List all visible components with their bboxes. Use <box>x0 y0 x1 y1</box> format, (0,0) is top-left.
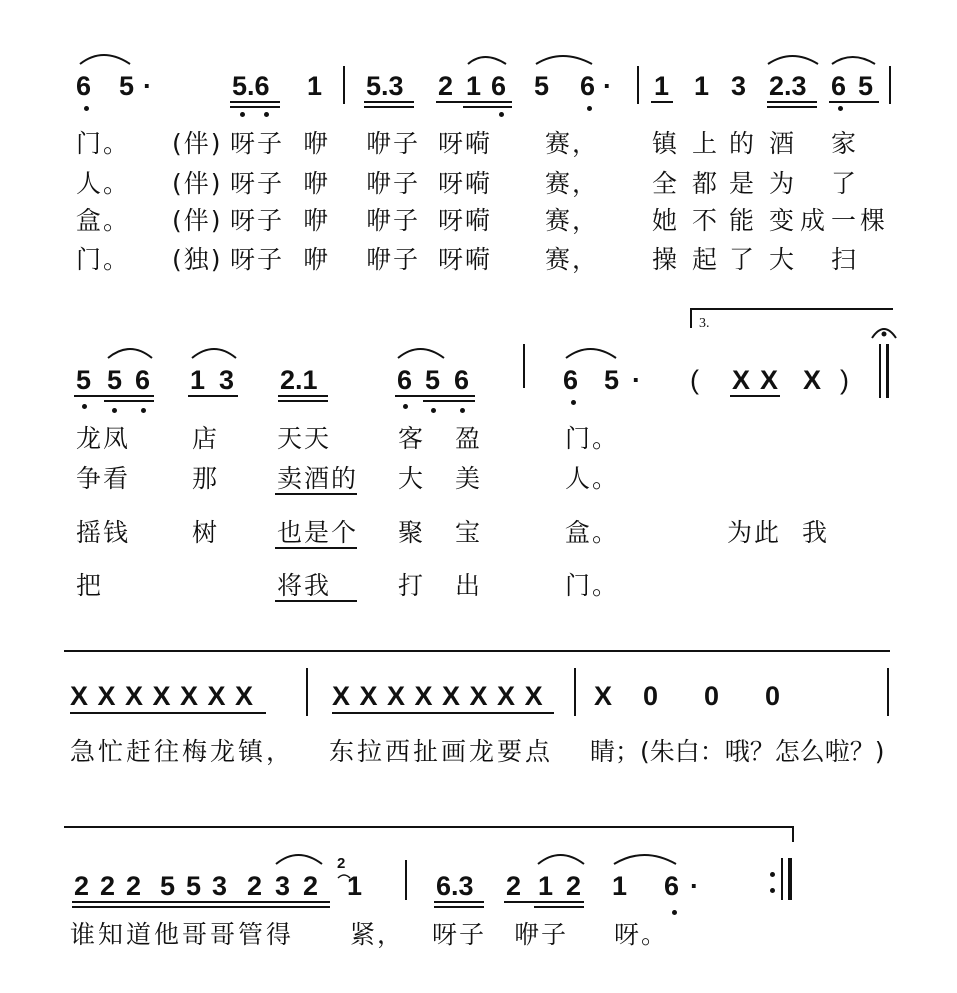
lyric: 东拉西扯画龙要点 <box>329 737 554 766</box>
note: 2 <box>506 871 522 901</box>
lyric: 门。 <box>565 424 620 453</box>
lyric: 变 <box>769 206 797 235</box>
lyric: 家 <box>831 129 859 158</box>
note: 1 <box>612 871 628 901</box>
note-dot: · <box>603 71 612 101</box>
note: 5 <box>76 365 92 395</box>
lyric: 赛， <box>545 129 600 158</box>
lyric: 一 <box>831 206 859 235</box>
lyric: 树 <box>192 518 220 547</box>
note: 5 <box>119 71 135 101</box>
note: 5 <box>107 365 123 395</box>
lyric: 盒。 <box>76 206 131 235</box>
lyric: 成 <box>800 206 828 235</box>
rhythm-group: X X X X X X X X <box>332 681 544 711</box>
note: 5 <box>604 365 620 395</box>
lyric: 呀子 <box>230 129 285 158</box>
rest: 0 <box>765 681 781 711</box>
lyric: 盈 <box>455 424 483 453</box>
note: 1 <box>654 71 670 101</box>
lyric: 门。 <box>76 129 131 158</box>
note: 6 <box>580 71 596 101</box>
note: 1 <box>190 365 206 395</box>
lyric: 大 <box>769 245 797 274</box>
note: 5 <box>858 71 874 101</box>
note: 2 <box>438 71 454 101</box>
lyric: 打 <box>398 571 426 600</box>
lyric: 人。 <box>76 169 131 198</box>
lyric: 店 <box>192 424 220 453</box>
note: 2 <box>126 871 142 901</box>
lyric: 咿子 <box>366 206 421 235</box>
note: 6 <box>831 71 847 101</box>
lyric: 酒 <box>769 129 797 158</box>
lyric: 咿 <box>303 169 331 198</box>
rhythm-x: X <box>594 681 613 711</box>
lyric: 大 <box>398 464 426 493</box>
lyric: 扫 <box>831 245 859 274</box>
note: 2.1 <box>280 365 318 395</box>
lyric: (伴) <box>172 129 223 158</box>
rhythm-x: X <box>760 365 779 395</box>
lyric: 美 <box>455 464 483 493</box>
note: 6 <box>563 365 579 395</box>
lyric: 谁知道他哥哥管得 <box>70 920 295 949</box>
rhythm-group: X X X X X X X <box>70 681 255 711</box>
note: 5 <box>534 71 550 101</box>
rhythm-x: X <box>732 365 751 395</box>
lyric: 龙凤 <box>76 424 131 453</box>
lyric: 棵 <box>860 206 888 235</box>
lyric: 咿子 <box>366 129 421 158</box>
rest: 0 <box>643 681 659 711</box>
grace-note: 2 <box>337 855 346 872</box>
lyric: 上 <box>692 129 720 158</box>
lyric: 客 <box>398 424 426 453</box>
lyric: 操 <box>652 245 680 274</box>
note: 2 <box>566 871 582 901</box>
lyric: 镇 <box>652 129 680 158</box>
note: 5 <box>160 871 176 901</box>
lyric: 她 <box>652 206 680 235</box>
note: 3 <box>219 365 235 395</box>
note: 5 <box>425 365 441 395</box>
lyric: 人。 <box>565 464 620 493</box>
note-dot: · <box>690 871 699 901</box>
lyric: 把 <box>76 571 104 600</box>
lyric: 不 <box>692 206 720 235</box>
lyric: 那 <box>192 464 220 493</box>
lyric: 急忙赶往梅龙镇， <box>70 737 295 766</box>
lyric: 聚 <box>398 518 426 547</box>
lyric: 咿子 <box>366 245 421 274</box>
lyric: 出 <box>455 571 483 600</box>
lyric: (伴) <box>172 169 223 198</box>
note: 6 <box>397 365 413 395</box>
lyric: 了 <box>831 169 859 198</box>
lyric: 卖酒的 <box>277 464 359 493</box>
lyric: 呀嗬 <box>438 169 493 198</box>
note: 1 <box>538 871 554 901</box>
lyric: 咿子 <box>366 169 421 198</box>
note: 2.3 <box>769 71 807 101</box>
lyric: 争看 <box>76 464 131 493</box>
note: 1 <box>347 871 363 901</box>
note: 6.3 <box>436 871 474 901</box>
rest: 0 <box>704 681 720 711</box>
note-dot: · <box>143 71 152 101</box>
lyric: 也是个 <box>277 518 359 547</box>
note: 3 <box>212 871 228 901</box>
lyric: 能 <box>729 206 757 235</box>
lyric: 都 <box>692 169 720 198</box>
note: 5.3 <box>366 71 404 101</box>
note: 1 <box>694 71 710 101</box>
lyric: 赛， <box>545 245 600 274</box>
rhythm-x: X <box>803 365 822 395</box>
lyric: 咿 <box>303 206 331 235</box>
lyric: 呀嗬 <box>438 206 493 235</box>
note: 2 <box>247 871 263 901</box>
note: 2 <box>303 871 319 901</box>
note: 5.6 <box>232 71 270 101</box>
lyric: 宝 <box>455 518 483 547</box>
lyric: 门。 <box>565 571 620 600</box>
lyric: 呀嗬 <box>438 129 493 158</box>
note: 5 <box>186 871 202 901</box>
lyric: 是 <box>729 169 757 198</box>
paren-open: ( <box>690 365 699 395</box>
lyric: 门。 <box>76 245 131 274</box>
lyric: 赛， <box>545 206 600 235</box>
lyric: 为 <box>769 169 797 198</box>
note: 6 <box>491 71 507 101</box>
lyric: 为此 <box>727 518 782 547</box>
lyric: 摇钱 <box>76 518 131 547</box>
lyric: 我 <box>802 518 830 547</box>
lyric: 盒。 <box>565 518 620 547</box>
lyric: 的 <box>729 129 757 158</box>
lyric: 呀子 <box>432 920 487 949</box>
lyric: 呀子 <box>230 245 285 274</box>
lyric: (独) <box>172 245 223 274</box>
lyric: 起 <box>692 245 720 274</box>
note: 3 <box>275 871 291 901</box>
note: 1 <box>307 71 323 101</box>
lyric: 睛；(朱白：哦？怎么啦？) <box>590 737 885 766</box>
note: 2 <box>100 871 116 901</box>
lyric: 赛， <box>545 169 600 198</box>
note: 2 <box>74 871 90 901</box>
note: 1 <box>466 71 482 101</box>
paren-close: ) <box>840 365 849 395</box>
note: 3 <box>731 71 747 101</box>
lyric: 咿子 <box>514 920 569 949</box>
lyric: 呀嗬 <box>438 245 493 274</box>
note-dot: · <box>632 365 641 395</box>
lyric: 全 <box>652 169 680 198</box>
lyric: 将我 <box>277 571 332 600</box>
lyric: 呀子 <box>230 206 285 235</box>
lyric: 紧， <box>350 920 405 949</box>
lyric: 咿 <box>303 129 331 158</box>
volta-label: 3. <box>699 316 710 331</box>
lyric: 天天 <box>277 424 332 453</box>
note: 6 <box>454 365 470 395</box>
lyric: 呀子 <box>230 169 285 198</box>
lyric: 了 <box>729 245 757 274</box>
lyric: 咿 <box>303 245 331 274</box>
note: 6 <box>664 871 680 901</box>
lyric: (伴) <box>172 206 223 235</box>
lyric: 呀。 <box>614 920 669 949</box>
note: 6 <box>135 365 151 395</box>
note: 6 <box>76 71 92 101</box>
